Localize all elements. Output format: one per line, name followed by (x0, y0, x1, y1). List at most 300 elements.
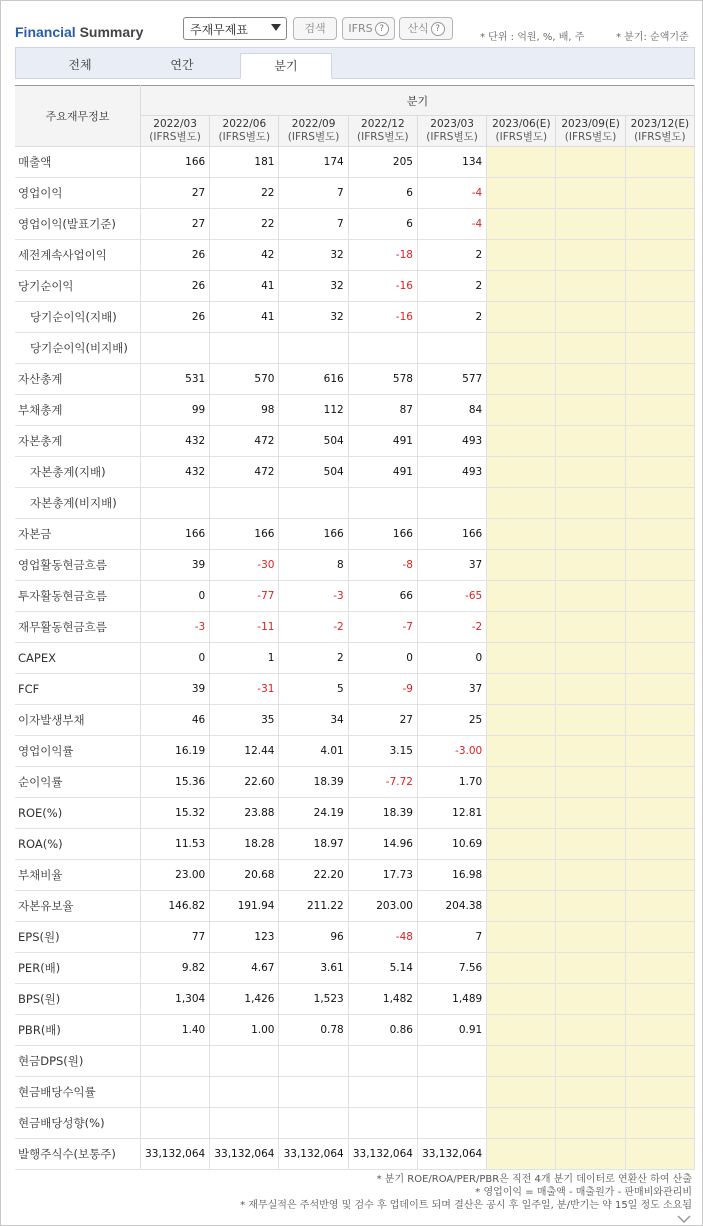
table-cell: 531 (140, 364, 209, 395)
table-cell (556, 829, 625, 860)
table-row (15, 798, 695, 829)
row-label: 당기순이익 (15, 271, 140, 302)
table-cell (625, 705, 694, 736)
table-cell: -77 (210, 581, 279, 612)
row-label: ROA(%) (15, 829, 140, 860)
row-label: 이자발생부채 (15, 705, 140, 736)
table-cell (556, 581, 625, 612)
table-cell: 77 (140, 922, 209, 953)
table-cell (625, 395, 694, 426)
footnotes (132, 1173, 692, 1212)
table-cell (487, 302, 556, 333)
table-cell: 98 (210, 395, 279, 426)
ifrs-help-button[interactable] (342, 17, 395, 40)
table-cell (556, 488, 625, 519)
table-cell (556, 519, 625, 550)
table-cell: 11.53 (140, 829, 209, 860)
table-cell (625, 209, 694, 240)
table-cell (487, 922, 556, 953)
table-cell: -7 (348, 612, 417, 643)
table-cell: -7.72 (348, 767, 417, 798)
table-cell (487, 891, 556, 922)
table-cell (625, 240, 694, 271)
title-financial: Financial (15, 24, 76, 40)
table-cell: 493 (417, 457, 486, 488)
table-cell (625, 798, 694, 829)
row-label: 부채비율 (15, 860, 140, 891)
column-header (417, 116, 486, 147)
table-cell: 1,489 (417, 984, 486, 1015)
table-cell (210, 1046, 279, 1077)
table-cell: 166 (279, 519, 348, 550)
row-label: 매출액 (15, 147, 140, 178)
table-cell: -8 (348, 550, 417, 581)
row-label: EPS(원) (15, 922, 140, 953)
table-cell: 16.98 (417, 860, 486, 891)
table-cell: 0.91 (417, 1015, 486, 1046)
table-cell: 27 (140, 178, 209, 209)
column-period: 2022/09 (291, 118, 336, 130)
table-cell (556, 209, 625, 240)
table-cell: 134 (417, 147, 486, 178)
table-cell: 1,523 (279, 984, 348, 1015)
table-cell: 18.39 (348, 798, 417, 829)
table-cell: -2 (417, 612, 486, 643)
table-cell: 15.32 (140, 798, 209, 829)
table-cell (556, 426, 625, 457)
table-cell: 23.00 (140, 860, 209, 891)
table-cell (279, 488, 348, 519)
column-basis: (IFRS별도) (495, 131, 548, 143)
table-cell (556, 736, 625, 767)
table-cell: 5.14 (348, 953, 417, 984)
table-row (15, 612, 695, 643)
table-cell: 22.20 (279, 860, 348, 891)
column-period: 2022/06 (222, 118, 267, 130)
table-cell (625, 147, 694, 178)
table-cell: -16 (348, 271, 417, 302)
table-cell (625, 612, 694, 643)
table-cell (279, 333, 348, 364)
table-row (15, 1046, 695, 1077)
table-cell (556, 1015, 625, 1046)
table-cell (487, 178, 556, 209)
table-cell (625, 674, 694, 705)
row-label: BPS(원) (15, 984, 140, 1015)
table-cell (556, 643, 625, 674)
row-label: ROE(%) (15, 798, 140, 829)
table-cell (556, 922, 625, 953)
table-cell: 17.73 (348, 860, 417, 891)
column-basis: (IFRS별도) (287, 131, 340, 143)
table-cell: 491 (348, 457, 417, 488)
table-cell: 18.28 (210, 829, 279, 860)
table-row (15, 457, 695, 488)
table-cell: 37 (417, 674, 486, 705)
table-cell (417, 333, 486, 364)
table-cell: -11 (210, 612, 279, 643)
footnote: * 영업이익 = 매출액 - 매출원가 - 판매비와관리비 (475, 1187, 692, 1198)
table-cell: 25 (417, 705, 486, 736)
column-header (210, 116, 279, 147)
row-label: 당기순이익(비지배) (15, 333, 140, 364)
table-cell: 570 (210, 364, 279, 395)
table-cell (625, 1077, 694, 1108)
table-cell (487, 1046, 556, 1077)
table-cell: 12.44 (210, 736, 279, 767)
formula-label: 산식 (407, 22, 429, 35)
row-label: 자본총계(비지배) (15, 488, 140, 519)
table-cell: 577 (417, 364, 486, 395)
table-cell (487, 612, 556, 643)
table-row (15, 550, 695, 581)
table-cell: 12.81 (417, 798, 486, 829)
table-cell (556, 1077, 625, 1108)
table-cell: 432 (140, 457, 209, 488)
table-cell (417, 1077, 486, 1108)
table-cell (625, 581, 694, 612)
table-cell: 27 (140, 209, 209, 240)
row-label: 영업이익(발표기준) (15, 209, 140, 240)
table-cell (487, 271, 556, 302)
table-cell: 1.40 (140, 1015, 209, 1046)
table-cell (556, 860, 625, 891)
table-cell (348, 1046, 417, 1077)
table-cell: 3.61 (279, 953, 348, 984)
table-cell: 32 (279, 302, 348, 333)
table-cell: -18 (348, 240, 417, 271)
table-row (15, 488, 695, 519)
table-row (15, 1139, 695, 1170)
table-cell: 34 (279, 705, 348, 736)
table-cell: 99 (140, 395, 209, 426)
group-header-quarter: 분기 (140, 86, 694, 116)
column-header (556, 116, 625, 147)
table-row (15, 953, 695, 984)
table-cell (556, 240, 625, 271)
table-cell: 5 (279, 674, 348, 705)
table-cell: -16 (348, 302, 417, 333)
table-cell: 41 (210, 271, 279, 302)
table-cell: -65 (417, 581, 486, 612)
chevron-down-icon (271, 24, 281, 31)
table-cell (487, 1139, 556, 1170)
table-cell (625, 271, 694, 302)
table-cell (279, 1108, 348, 1139)
table-cell (556, 1108, 625, 1139)
table-cell: 181 (210, 147, 279, 178)
table-cell: 39 (140, 550, 209, 581)
table-cell (625, 333, 694, 364)
table-cell: 2 (417, 271, 486, 302)
row-label: 현금배당성향(%) (15, 1108, 140, 1139)
table-cell (487, 519, 556, 550)
table-cell: 22 (210, 178, 279, 209)
table-cell: 504 (279, 457, 348, 488)
row-label: 당기순이익(지배) (15, 302, 140, 333)
table-cell (625, 550, 694, 581)
table-cell: 96 (279, 922, 348, 953)
table-cell: 27 (348, 705, 417, 736)
table-cell: 22 (210, 209, 279, 240)
column-basis: (IFRS별도) (426, 131, 478, 143)
table-cell: 112 (279, 395, 348, 426)
table-cell: 33,132,064 (348, 1139, 417, 1170)
table-cell (625, 891, 694, 922)
row-label: PER(배) (15, 953, 140, 984)
table-cell (140, 1108, 209, 1139)
table-cell: 146.82 (140, 891, 209, 922)
table-cell: -9 (348, 674, 417, 705)
table-row (15, 984, 695, 1015)
table-cell (417, 488, 486, 519)
tab-quarter[interactable]: 분기 (240, 53, 332, 79)
table-cell: 42 (210, 240, 279, 271)
table-cell (487, 953, 556, 984)
column-period: 2023/12(E) (630, 118, 690, 130)
table-cell: 0.86 (348, 1015, 417, 1046)
table-row (15, 829, 695, 860)
row-label: 자산총계 (15, 364, 140, 395)
row-label: 자본총계 (15, 426, 140, 457)
table-cell: 166 (140, 147, 209, 178)
table-cell: 33,132,064 (140, 1139, 209, 1170)
table-row (15, 364, 695, 395)
table-cell: 205 (348, 147, 417, 178)
table-cell: 84 (417, 395, 486, 426)
tab-annual[interactable]: 연간 (170, 58, 194, 72)
table-cell (625, 519, 694, 550)
row-label: 재무활동현금흐름 (15, 612, 140, 643)
table-cell: 1,482 (348, 984, 417, 1015)
table-row (15, 705, 695, 736)
table-cell: 66 (348, 581, 417, 612)
question-icon: ? (375, 22, 389, 36)
table-cell: 166 (348, 519, 417, 550)
table-row (15, 147, 695, 178)
column-header (487, 116, 556, 147)
row-label: 순이익률 (15, 767, 140, 798)
table-cell (279, 1046, 348, 1077)
table-cell (487, 1108, 556, 1139)
column-basis: (IFRS별도) (218, 131, 271, 143)
financial-table (15, 85, 695, 1170)
table-cell: 24.19 (279, 798, 348, 829)
table-cell (556, 178, 625, 209)
table-cell: -2 (279, 612, 348, 643)
column-basis: (IFRS별도) (357, 131, 409, 143)
table-cell (487, 798, 556, 829)
question-icon: ? (431, 22, 445, 36)
table-cell: 493 (417, 426, 486, 457)
table-cell: 9.82 (140, 953, 209, 984)
table-cell: 211.22 (279, 891, 348, 922)
column-basis: (IFRS별도) (634, 131, 686, 143)
table-cell (556, 395, 625, 426)
table-cell: 0 (140, 581, 209, 612)
table-cell (487, 1077, 556, 1108)
table-cell (279, 1077, 348, 1108)
table-cell (487, 829, 556, 860)
table-cell: -3 (279, 581, 348, 612)
table-cell: 472 (210, 426, 279, 457)
table-cell (625, 457, 694, 488)
table-cell (556, 1046, 625, 1077)
table-cell: 616 (279, 364, 348, 395)
table-cell: -30 (210, 550, 279, 581)
table-cell: -31 (210, 674, 279, 705)
table-row (15, 922, 695, 953)
table-cell: 23.88 (210, 798, 279, 829)
period-note: * 분기: 순액기준 (616, 32, 689, 43)
table-cell: 0 (348, 643, 417, 674)
table-cell (556, 891, 625, 922)
scroll-down-chevron-icon[interactable] (677, 1214, 691, 1224)
table-cell (556, 798, 625, 829)
table-cell: 1.70 (417, 767, 486, 798)
table-cell: 33,132,064 (417, 1139, 486, 1170)
table-row (15, 178, 695, 209)
table-cell: 1 (210, 643, 279, 674)
table-cell: 1,426 (210, 984, 279, 1015)
table-cell: 166 (140, 519, 209, 550)
table-cell: 37 (417, 550, 486, 581)
table-cell: 6 (348, 209, 417, 240)
table-row (15, 767, 695, 798)
table-cell (625, 643, 694, 674)
table-cell: 166 (210, 519, 279, 550)
table-cell: 2 (417, 240, 486, 271)
table-cell: 204.38 (417, 891, 486, 922)
table-cell: 15.36 (140, 767, 209, 798)
table-cell (625, 922, 694, 953)
table-cell: 491 (348, 426, 417, 457)
table-cell: 0.78 (279, 1015, 348, 1046)
table-cell: 0 (417, 643, 486, 674)
row-label: FCF (15, 674, 140, 705)
table-row (15, 1077, 695, 1108)
table-cell (556, 953, 625, 984)
table-cell (348, 1077, 417, 1108)
panel-title (15, 24, 143, 40)
table-cell (625, 953, 694, 984)
row-label: 부채총계 (15, 395, 140, 426)
table-cell: 33,132,064 (279, 1139, 348, 1170)
row-label: 현금DPS(원) (15, 1046, 140, 1077)
column-header (279, 116, 348, 147)
statement-type-select[interactable] (183, 17, 287, 40)
table-cell: 39 (140, 674, 209, 705)
table-cell (487, 984, 556, 1015)
table-cell: 203.00 (348, 891, 417, 922)
table-cell (556, 984, 625, 1015)
table-cell: 2 (417, 302, 486, 333)
column-header (140, 116, 209, 147)
table-cell: 2 (279, 643, 348, 674)
column-period: 2023/03 (430, 118, 474, 130)
table-cell (487, 364, 556, 395)
table-cell: 3.15 (348, 736, 417, 767)
table-cell (556, 612, 625, 643)
tab-all[interactable]: 전체 (68, 58, 92, 72)
table-cell: 7 (279, 178, 348, 209)
table-cell: 14.96 (348, 829, 417, 860)
table-cell (556, 147, 625, 178)
table-cell: 16.19 (140, 736, 209, 767)
row-label: 투자활동현금흐름 (15, 581, 140, 612)
table-cell (625, 767, 694, 798)
table-cell: 26 (140, 271, 209, 302)
table-cell: 472 (210, 457, 279, 488)
table-cell: -3 (140, 612, 209, 643)
row-label: 영업활동현금흐름 (15, 550, 140, 581)
table-cell (487, 767, 556, 798)
row-label: 세전계속사업이익 (15, 240, 140, 271)
footnote: * 재무실적은 주석반영 및 검수 후 업데이트 되며 결산은 공시 후 일주일, 분/반기는 약 15일 정도 소요됨 (240, 1200, 692, 1211)
column-basis: (IFRS별도) (564, 131, 617, 143)
table-row (15, 333, 695, 364)
table-cell (556, 333, 625, 364)
table-cell (210, 1077, 279, 1108)
table-cell: 46 (140, 705, 209, 736)
row-label: PBR(배) (15, 1015, 140, 1046)
table-cell: 123 (210, 922, 279, 953)
table-cell: 1.00 (210, 1015, 279, 1046)
column-basis: (IFRS별도) (149, 131, 201, 143)
table-cell: 18.97 (279, 829, 348, 860)
table-cell (487, 426, 556, 457)
table-cell: 1,304 (140, 984, 209, 1015)
table-cell (487, 209, 556, 240)
table-cell (487, 395, 556, 426)
table-cell: 578 (348, 364, 417, 395)
table-cell (625, 178, 694, 209)
table-cell: 8 (279, 550, 348, 581)
row-label: CAPEX (15, 643, 140, 674)
table-cell (625, 1139, 694, 1170)
table-cell: 32 (279, 271, 348, 302)
table-cell: 7.56 (417, 953, 486, 984)
table-row (15, 271, 695, 302)
row-label: 발행주식수(보통주) (15, 1139, 140, 1170)
table-row (15, 519, 695, 550)
row-label: 영업이익 (15, 178, 140, 209)
table-cell (140, 488, 209, 519)
table-cell: 20.68 (210, 860, 279, 891)
table-cell (556, 457, 625, 488)
column-period: 2022/12 (361, 118, 405, 130)
table-row (15, 860, 695, 891)
table-cell: 18.39 (279, 767, 348, 798)
statement-type-value: 주재무제표 (190, 23, 248, 37)
table-cell (417, 1108, 486, 1139)
table-cell (487, 705, 556, 736)
formula-help-button[interactable] (399, 17, 453, 40)
table-cell (487, 1015, 556, 1046)
table-cell (625, 736, 694, 767)
unit-note: * 단위 : 억원, %, 배, 주 (480, 32, 585, 43)
table-cell: -4 (417, 178, 486, 209)
table-cell (348, 1108, 417, 1139)
table-cell (625, 488, 694, 519)
table-row (15, 891, 695, 922)
search-button[interactable]: 검색 (293, 17, 337, 40)
row-header-label: 주요재무정보 (15, 86, 140, 147)
table-cell (140, 1077, 209, 1108)
table-cell (556, 302, 625, 333)
row-label: 자본총계(지배) (15, 457, 140, 488)
column-header (348, 116, 417, 147)
